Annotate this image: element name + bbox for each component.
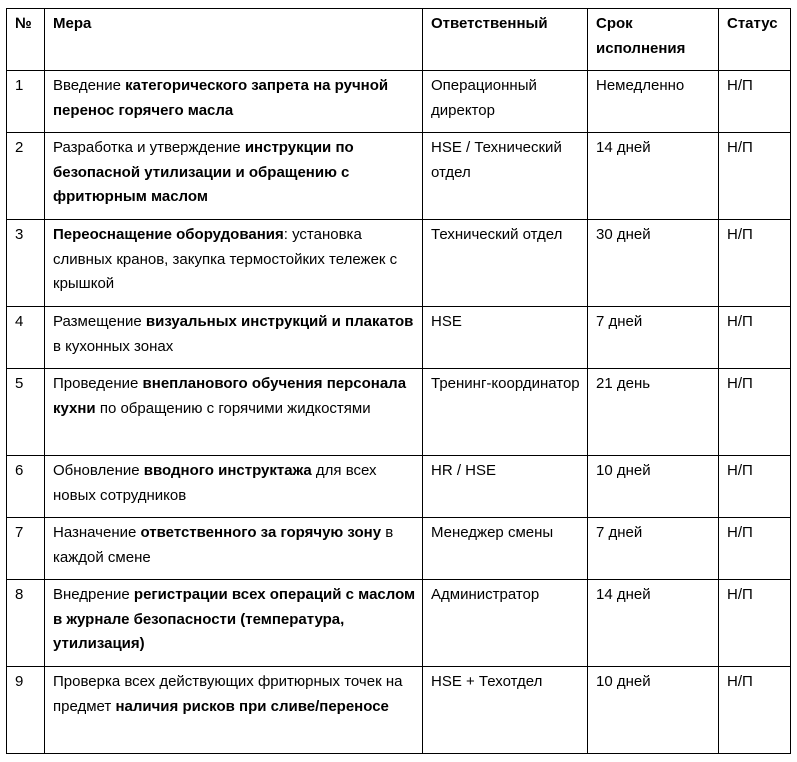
cell-status: Н/П: [719, 71, 791, 133]
table-row: [7, 518, 791, 580]
measure-text-bold: наличия рисков при сливе/переносе: [115, 697, 389, 715]
measure-text-bold: регистрации всех операций с маслом в журнале безопасности (температура, утилизация): [53, 586, 416, 652]
cell-deadline: 10 дней: [588, 456, 719, 518]
cell-num: 8: [7, 580, 45, 667]
cell-responsible: Операционный директор: [423, 71, 588, 133]
cell-status: Н/П: [719, 518, 791, 580]
cell-num: 2: [7, 133, 45, 220]
measure-text: в каждой смене: [53, 524, 394, 566]
table-row: [7, 456, 791, 518]
cell-deadline: 10 дней: [588, 667, 719, 754]
header-deadline: Срок исполнения: [588, 9, 719, 71]
measure-text: Назначение: [53, 524, 141, 541]
header-status: Статус: [719, 9, 791, 71]
cell-num: 9: [7, 667, 45, 754]
cell-responsible: HR / HSE: [423, 456, 588, 518]
cell-status: Н/П: [719, 369, 791, 456]
measure-text: для всех новых сотрудников: [53, 462, 377, 504]
table-row: [7, 580, 791, 667]
header-row: [7, 9, 791, 71]
cell-deadline: 21 день: [588, 369, 719, 456]
table-body: [7, 71, 791, 754]
cell-deadline: 30 дней: [588, 220, 719, 307]
measure-text: по обращению с горячими жидкостями: [95, 399, 371, 417]
cell-measure: [45, 456, 423, 518]
header-num: №: [7, 9, 45, 71]
table-row: [7, 71, 791, 133]
measures-table: [6, 8, 791, 754]
cell-responsible: Тренинг-координатор: [423, 369, 588, 456]
cell-deadline: 7 дней: [588, 518, 719, 580]
table-row: [7, 307, 791, 369]
table-row: [7, 220, 791, 307]
measure-text: Размещение: [53, 313, 146, 330]
cell-num: 3: [7, 220, 45, 307]
cell-responsible: HSE + Техотдел: [423, 667, 588, 754]
cell-measure: [45, 133, 423, 220]
cell-responsible: HSE: [423, 307, 588, 369]
cell-num: 4: [7, 307, 45, 369]
cell-deadline: Немедленно: [588, 71, 719, 133]
cell-measure: [45, 518, 423, 580]
cell-measure: [45, 71, 423, 133]
measure-text-bold: категорического запрета на ручной перенос горячего масла: [53, 77, 389, 119]
cell-deadline: 14 дней: [588, 580, 719, 667]
cell-measure: [45, 307, 423, 369]
cell-status: Н/П: [719, 220, 791, 307]
measure-text-bold: визуальных инструкций и плакатов: [145, 313, 414, 330]
table-row: [7, 667, 791, 754]
cell-measure: [45, 220, 423, 307]
measure-text: Внедрение: [53, 586, 134, 603]
cell-responsible: Администратор: [423, 580, 588, 667]
cell-status: Н/П: [719, 580, 791, 667]
cell-status: Н/П: [719, 307, 791, 369]
header-responsible: Ответственный: [423, 9, 588, 71]
cell-responsible: HSE / Технический отдел: [423, 133, 588, 220]
measure-text: Введение: [53, 77, 126, 94]
cell-measure: [45, 369, 423, 456]
table-row: [7, 133, 791, 220]
cell-responsible: Менеджер смены: [423, 518, 588, 580]
measure-text: Проведение: [53, 375, 143, 392]
cell-num: 5: [7, 369, 45, 456]
cell-num: 7: [7, 518, 45, 580]
cell-status: Н/П: [719, 133, 791, 220]
measure-text: : установка сливных кранов, закупка термостойких тележек с крышкой: [53, 226, 398, 292]
measure-text: Проверка всех действующих фритюрных точек на предмет: [53, 673, 403, 715]
measure-text-bold: инструкции по безопасной утилизации и обращению с фритюрным маслом: [53, 139, 354, 205]
measure-text-bold: Переоснащение оборудования: [53, 226, 284, 243]
cell-measure: [45, 667, 423, 754]
cell-status: Н/П: [719, 456, 791, 518]
cell-num: 1: [7, 71, 45, 133]
cell-status: Н/П: [719, 667, 791, 754]
cell-deadline: 14 дней: [588, 133, 719, 220]
measure-text: в кухонных зонах: [53, 337, 174, 355]
cell-deadline: 7 дней: [588, 307, 719, 369]
cell-responsible: Технический отдел: [423, 220, 588, 307]
header-measure: Мера: [45, 9, 423, 71]
measure-text-bold: ответственного за горячую зону: [140, 524, 382, 541]
cell-measure: [45, 580, 423, 667]
measure-text: Обновление: [53, 462, 144, 479]
measure-text-bold: вводного инструктажа: [143, 462, 312, 479]
table-row: [7, 369, 791, 456]
cell-num: 6: [7, 456, 45, 518]
measure-text: Разработка и утверждение: [53, 139, 245, 156]
measure-text-bold: внепланового обучения персонала кухни: [53, 375, 407, 417]
